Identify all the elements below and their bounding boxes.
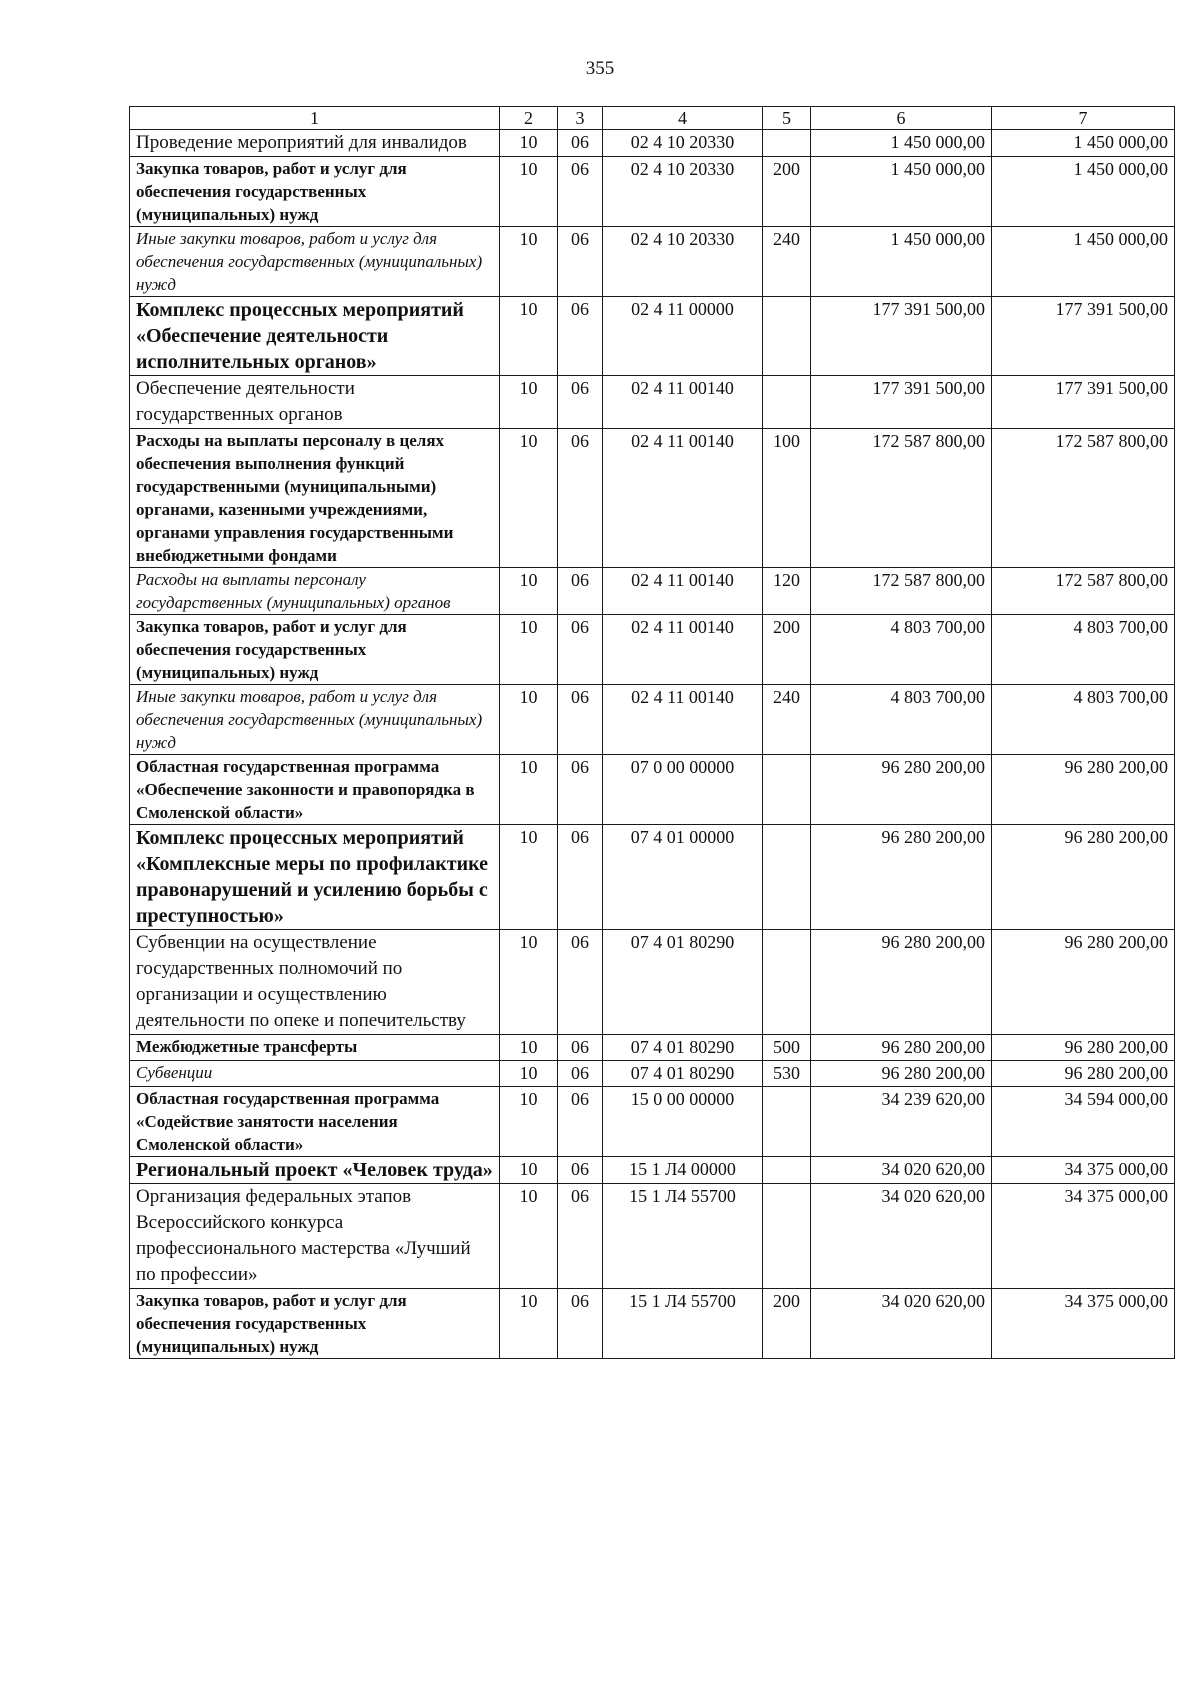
row-expense-type — [763, 297, 811, 376]
row-name: Субвенции на осуществление государственных полномочий по организации и осуществлению деятельности по опеке и попечительству — [130, 930, 500, 1035]
row-section: 10 — [500, 930, 558, 1035]
row-expense-type: 530 — [763, 1061, 811, 1087]
row-subsection: 06 — [558, 1087, 603, 1157]
row-amount-year-2: 34 375 000,00 — [992, 1184, 1175, 1289]
header-cell: 1 — [130, 107, 500, 130]
table-row — [130, 1035, 1175, 1061]
row-section: 10 — [500, 685, 558, 755]
row-target-article: 02 4 11 00000 — [603, 297, 763, 376]
row-target-article: 02 4 10 20330 — [603, 130, 763, 157]
row-amount-year-1: 177 391 500,00 — [811, 297, 992, 376]
row-subsection: 06 — [558, 615, 603, 685]
row-section: 10 — [500, 157, 558, 227]
row-amount-year-2: 177 391 500,00 — [992, 297, 1175, 376]
row-subsection: 06 — [558, 130, 603, 157]
row-target-article: 15 0 00 00000 — [603, 1087, 763, 1157]
row-section: 10 — [500, 1289, 558, 1359]
table-row — [130, 130, 1175, 157]
row-subsection: 06 — [558, 1289, 603, 1359]
row-amount-year-2: 1 450 000,00 — [992, 157, 1175, 227]
row-target-article: 02 4 10 20330 — [603, 227, 763, 297]
row-amount-year-2: 96 280 200,00 — [992, 825, 1175, 930]
row-expense-type — [763, 130, 811, 157]
row-expense-type: 500 — [763, 1035, 811, 1061]
row-name: Комплекс процессных мероприятий «Обеспечение деятельности исполнительных органов» — [130, 297, 500, 376]
row-amount-year-1: 96 280 200,00 — [811, 1061, 992, 1087]
row-target-article: 02 4 11 00140 — [603, 568, 763, 615]
budget-table — [129, 106, 1175, 1359]
table-row — [130, 568, 1175, 615]
row-subsection: 06 — [558, 429, 603, 568]
row-expense-type — [763, 1184, 811, 1289]
row-section: 10 — [500, 376, 558, 429]
row-subsection: 06 — [558, 1184, 603, 1289]
row-amount-year-1: 34 020 620,00 — [811, 1184, 992, 1289]
row-amount-year-2: 96 280 200,00 — [992, 930, 1175, 1035]
table-row — [130, 755, 1175, 825]
row-amount-year-1: 34 020 620,00 — [811, 1289, 992, 1359]
row-name: Иные закупки товаров, работ и услуг для обеспечения государственных (муниципальных) нужд — [130, 685, 500, 755]
table-row — [130, 1289, 1175, 1359]
row-subsection: 06 — [558, 755, 603, 825]
row-amount-year-1: 1 450 000,00 — [811, 157, 992, 227]
row-target-article: 02 4 11 00140 — [603, 685, 763, 755]
row-amount-year-2: 172 587 800,00 — [992, 568, 1175, 615]
row-amount-year-1: 172 587 800,00 — [811, 568, 992, 615]
row-section: 10 — [500, 429, 558, 568]
row-target-article: 07 4 01 00000 — [603, 825, 763, 930]
row-amount-year-2: 34 594 000,00 — [992, 1087, 1175, 1157]
row-target-article: 02 4 11 00140 — [603, 429, 763, 568]
row-amount-year-1: 4 803 700,00 — [811, 685, 992, 755]
row-section: 10 — [500, 615, 558, 685]
header-cell: 6 — [811, 107, 992, 130]
row-name: Закупка товаров, работ и услуг для обеспечения государственных (муниципальных) нужд — [130, 157, 500, 227]
table-row — [130, 376, 1175, 429]
row-target-article: 07 4 01 80290 — [603, 930, 763, 1035]
row-subsection: 06 — [558, 1157, 603, 1184]
row-amount-year-1: 1 450 000,00 — [811, 227, 992, 297]
row-expense-type — [763, 755, 811, 825]
row-name: Областная государственная программа «Обеспечение законности и правопорядка в Смоленской области» — [130, 755, 500, 825]
row-expense-type: 240 — [763, 227, 811, 297]
row-expense-type: 200 — [763, 615, 811, 685]
row-target-article: 07 4 01 80290 — [603, 1061, 763, 1087]
row-expense-type — [763, 930, 811, 1035]
header-row — [130, 107, 1175, 130]
row-amount-year-2: 4 803 700,00 — [992, 615, 1175, 685]
row-expense-type: 200 — [763, 1289, 811, 1359]
row-expense-type: 100 — [763, 429, 811, 568]
table-row — [130, 825, 1175, 930]
table-row — [130, 615, 1175, 685]
row-section: 10 — [500, 227, 558, 297]
row-section: 10 — [500, 1061, 558, 1087]
row-name: Организация федеральных этапов Всероссийского конкурса профессионального мастерства «Лучший по профессии» — [130, 1184, 500, 1289]
row-amount-year-2: 96 280 200,00 — [992, 755, 1175, 825]
row-name: Субвенции — [130, 1061, 500, 1087]
row-name: Расходы на выплаты персоналу в целях обеспечения выполнения функций государственными (муниципальными) органами, казенными учреждениями, органами управления государственными внебюджетными фондами — [130, 429, 500, 568]
row-subsection: 06 — [558, 825, 603, 930]
row-amount-year-2: 172 587 800,00 — [992, 429, 1175, 568]
row-amount-year-2: 4 803 700,00 — [992, 685, 1175, 755]
row-amount-year-1: 1 450 000,00 — [811, 130, 992, 157]
row-expense-type: 200 — [763, 157, 811, 227]
row-amount-year-2: 96 280 200,00 — [992, 1035, 1175, 1061]
row-section: 10 — [500, 1157, 558, 1184]
header-cell: 2 — [500, 107, 558, 130]
row-amount-year-1: 96 280 200,00 — [811, 755, 992, 825]
row-target-article: 02 4 11 00140 — [603, 615, 763, 685]
table-row — [130, 1061, 1175, 1087]
header-cell: 7 — [992, 107, 1175, 130]
row-expense-type: 240 — [763, 685, 811, 755]
row-amount-year-2: 34 375 000,00 — [992, 1289, 1175, 1359]
row-subsection: 06 — [558, 1061, 603, 1087]
row-amount-year-2: 1 450 000,00 — [992, 227, 1175, 297]
row-amount-year-1: 96 280 200,00 — [811, 825, 992, 930]
row-section: 10 — [500, 1035, 558, 1061]
row-target-article: 02 4 11 00140 — [603, 376, 763, 429]
row-subsection: 06 — [558, 1035, 603, 1061]
row-target-article: 15 1 Л4 55700 — [603, 1289, 763, 1359]
table-row — [130, 227, 1175, 297]
row-section: 10 — [500, 825, 558, 930]
row-subsection: 06 — [558, 930, 603, 1035]
row-subsection: 06 — [558, 568, 603, 615]
header-cell: 4 — [603, 107, 763, 130]
row-amount-year-2: 1 450 000,00 — [992, 130, 1175, 157]
row-subsection: 06 — [558, 157, 603, 227]
row-section: 10 — [500, 1087, 558, 1157]
row-section: 10 — [500, 297, 558, 376]
row-amount-year-2: 96 280 200,00 — [992, 1061, 1175, 1087]
row-name: Региональный проект «Человек труда» — [130, 1157, 500, 1184]
row-subsection: 06 — [558, 376, 603, 429]
row-expense-type — [763, 1157, 811, 1184]
table-row — [130, 429, 1175, 568]
header-cell: 3 — [558, 107, 603, 130]
row-name: Обеспечение деятельности государственных органов — [130, 376, 500, 429]
row-target-article: 02 4 10 20330 — [603, 157, 763, 227]
table-row — [130, 157, 1175, 227]
row-amount-year-1: 34 020 620,00 — [811, 1157, 992, 1184]
row-amount-year-1: 4 803 700,00 — [811, 615, 992, 685]
row-section: 10 — [500, 568, 558, 615]
row-amount-year-1: 96 280 200,00 — [811, 930, 992, 1035]
row-expense-type — [763, 1087, 811, 1157]
row-subsection: 06 — [558, 227, 603, 297]
row-amount-year-1: 177 391 500,00 — [811, 376, 992, 429]
row-target-article: 07 4 01 80290 — [603, 1035, 763, 1061]
row-target-article: 15 1 Л4 00000 — [603, 1157, 763, 1184]
row-name: Закупка товаров, работ и услуг для обеспечения государственных (муниципальных) нужд — [130, 1289, 500, 1359]
table-row — [130, 1157, 1175, 1184]
row-amount-year-1: 96 280 200,00 — [811, 1035, 992, 1061]
row-section: 10 — [500, 755, 558, 825]
table-row — [130, 930, 1175, 1035]
row-name: Проведение мероприятий для инвалидов — [130, 130, 500, 157]
row-target-article: 15 1 Л4 55700 — [603, 1184, 763, 1289]
table-row — [130, 685, 1175, 755]
table-row — [130, 1087, 1175, 1157]
row-name: Расходы на выплаты персоналу государственных (муниципальных) органов — [130, 568, 500, 615]
row-subsection: 06 — [558, 297, 603, 376]
row-name: Областная государственная программа «Содействие занятости населения Смоленской области» — [130, 1087, 500, 1157]
row-expense-type — [763, 825, 811, 930]
row-name: Комплекс процессных мероприятий «Комплексные меры по профилактике правонарушений и усилению борьбы с преступностью» — [130, 825, 500, 930]
row-name: Закупка товаров, работ и услуг для обеспечения государственных (муниципальных) нужд — [130, 615, 500, 685]
row-amount-year-1: 34 239 620,00 — [811, 1087, 992, 1157]
row-section: 10 — [500, 130, 558, 157]
row-expense-type: 120 — [763, 568, 811, 615]
row-name: Иные закупки товаров, работ и услуг для обеспечения государственных (муниципальных) нужд — [130, 227, 500, 297]
row-target-article: 07 0 00 00000 — [603, 755, 763, 825]
table-row — [130, 297, 1175, 376]
table-row — [130, 1184, 1175, 1289]
header-cell: 5 — [763, 107, 811, 130]
row-amount-year-2: 177 391 500,00 — [992, 376, 1175, 429]
row-subsection: 06 — [558, 685, 603, 755]
row-amount-year-2: 34 375 000,00 — [992, 1157, 1175, 1184]
page-number: 355 — [585, 58, 615, 79]
row-section: 10 — [500, 1184, 558, 1289]
row-name: Межбюджетные трансферты — [130, 1035, 500, 1061]
row-amount-year-1: 172 587 800,00 — [811, 429, 992, 568]
row-expense-type — [763, 376, 811, 429]
